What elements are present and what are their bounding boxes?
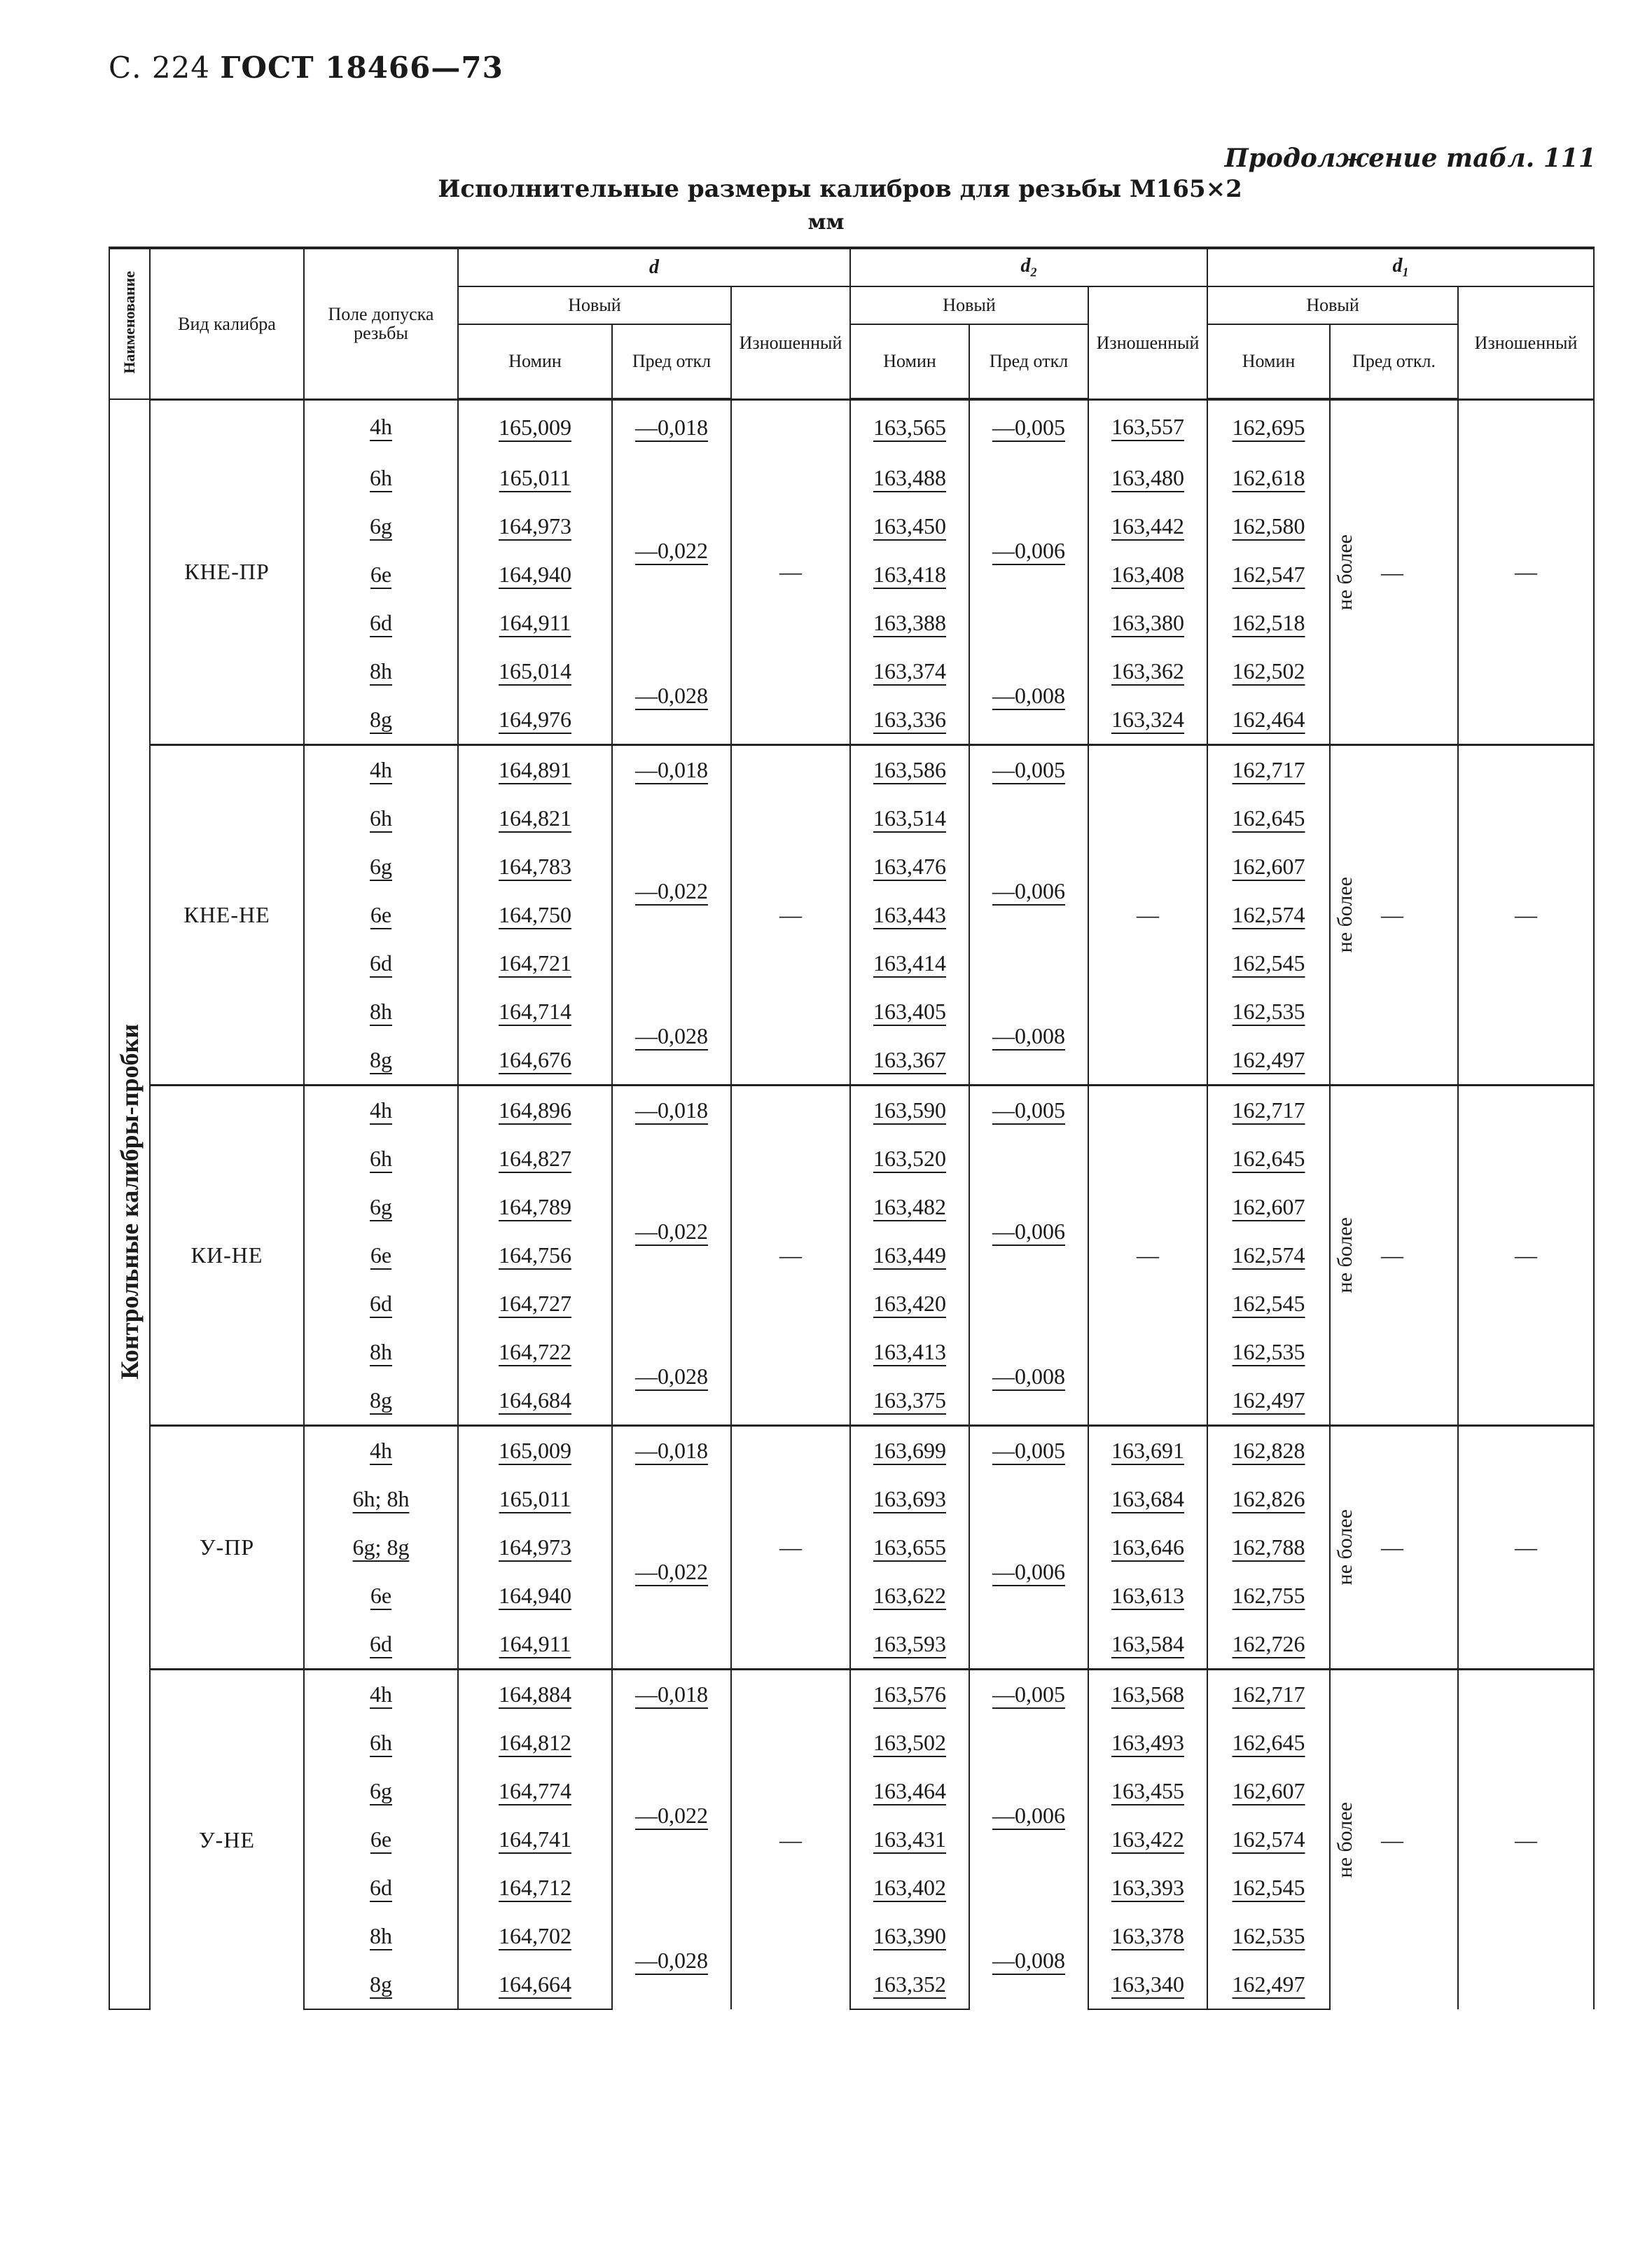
d-nominal-cell: 164,896 <box>458 1086 612 1135</box>
d1-nominal-cell: 162,545 <box>1207 1280 1330 1328</box>
d-deviation-cell: —0,022 <box>612 1135 731 1328</box>
d1-nominal-cell: 162,574 <box>1207 1815 1330 1864</box>
col-name-header: Наименование <box>109 248 150 399</box>
d-nominal-cell: 164,756 <box>458 1231 612 1280</box>
d-worn-cell: — <box>731 1086 850 1426</box>
d2-nominal-cell: 163,590 <box>850 1086 969 1135</box>
d2-deviation-cell: —0,006 <box>969 1135 1088 1328</box>
tolerance-cell: 6h <box>304 1135 458 1183</box>
d2-deviation-cell: —0,005 <box>969 1670 1088 1719</box>
d2-deviation-cell: —0,008 <box>969 647 1088 745</box>
col-d-new-header: Новый <box>458 286 731 324</box>
not-more-note: не более <box>1333 1217 1357 1294</box>
tolerance-cell: 6g <box>304 1183 458 1231</box>
d-worn-cell: — <box>731 1670 850 2010</box>
tolerance-cell: 6g <box>304 1767 458 1815</box>
tolerance-cell: 6g <box>304 502 458 550</box>
d2-nominal-cell: 163,443 <box>850 891 969 939</box>
tolerance-cell: 6g; 8g <box>304 1523 458 1572</box>
col-d1-worn-header: Изношенный <box>1458 286 1594 399</box>
d1-nominal-cell: 162,535 <box>1207 1912 1330 1960</box>
tolerance-cell: 8g <box>304 1036 458 1086</box>
d1-nominal-cell: 162,755 <box>1207 1572 1330 1620</box>
d-nominal-cell: 164,973 <box>458 502 612 550</box>
tolerance-cell: 6d <box>304 1620 458 1670</box>
col-d-nominal-header: Номин <box>458 324 612 399</box>
d2-deviation-cell: —0,008 <box>969 1912 1088 2009</box>
col-d2-worn-header: Изношенный <box>1088 286 1207 399</box>
d-nominal-cell: 164,827 <box>458 1135 612 1183</box>
d-nominal-cell: 164,973 <box>458 1523 612 1572</box>
d1-nominal-cell: 162,717 <box>1207 1670 1330 1719</box>
col-d2-nominal-header: Номин <box>850 324 969 399</box>
d1-nominal-cell: 162,574 <box>1207 1231 1330 1280</box>
d-nominal-cell: 164,976 <box>458 695 612 745</box>
d-nominal-cell: 164,789 <box>458 1183 612 1231</box>
d-deviation-cell: —0,018 <box>612 745 731 795</box>
d2-nominal-cell: 163,482 <box>850 1183 969 1231</box>
tolerance-cell: 6h <box>304 794 458 843</box>
d2-worn-cell: 163,340 <box>1088 1960 1207 2009</box>
col-d2-new-header: Новый <box>850 286 1088 324</box>
page-header <box>109 50 504 85</box>
d1-deviation-cell <box>1330 745 1458 1086</box>
d1-nominal-cell: 162,717 <box>1207 745 1330 795</box>
d2-nominal-cell: 163,450 <box>850 502 969 550</box>
d1-nominal-cell: 162,545 <box>1207 939 1330 987</box>
d-nominal-cell: 164,891 <box>458 745 612 795</box>
d2-worn-cell: 163,408 <box>1088 550 1207 599</box>
d-deviation-cell: —0,018 <box>612 1426 731 1476</box>
d2-deviation-cell: —0,005 <box>969 1426 1088 1476</box>
d-nominal-cell: 164,783 <box>458 843 612 891</box>
d-deviation-cell: —0,018 <box>612 1086 731 1135</box>
d1-nominal-cell: 162,717 <box>1207 1086 1330 1135</box>
d-nominal-cell: 165,011 <box>458 454 612 502</box>
col-gauge-type-header: Вид калибра <box>150 248 304 399</box>
d2-nominal-cell: 163,576 <box>850 1670 969 1719</box>
d-deviation-cell: —0,028 <box>612 1328 731 1426</box>
tolerance-cell: 6d <box>304 1864 458 1912</box>
page-number: С. 224 <box>109 50 211 85</box>
d1-nominal-cell: 162,826 <box>1207 1475 1330 1523</box>
d1-nominal-cell: 162,695 <box>1207 399 1330 454</box>
d1-nominal-cell: 162,535 <box>1207 987 1330 1036</box>
table-title: Исполнительные размеры калибров для резьбы М165×2 <box>438 175 1242 203</box>
d1-deviation-dash: — <box>1381 559 1404 585</box>
d1-deviation-cell <box>1330 1086 1458 1426</box>
tolerance-cell: 6e <box>304 1572 458 1620</box>
d1-nominal-cell: 162,547 <box>1207 550 1330 599</box>
d-deviation-cell: —0,018 <box>612 399 731 454</box>
d2-nominal-cell: 163,374 <box>850 647 969 695</box>
gauge-type-cell: КИ-НЕ <box>150 1086 304 1426</box>
d2-nominal-cell: 163,414 <box>850 939 969 987</box>
d2-nominal-cell: 163,464 <box>850 1767 969 1815</box>
d-deviation-cell: —0,028 <box>612 647 731 745</box>
tolerance-cell: 8g <box>304 1376 458 1426</box>
d-nominal-cell: 164,940 <box>458 550 612 599</box>
d2-nominal-cell: 163,593 <box>850 1620 969 1670</box>
d2-worn-cell: 163,480 <box>1088 454 1207 502</box>
d2-worn-cell: 163,393 <box>1088 1864 1207 1912</box>
d-nominal-cell: 164,812 <box>458 1719 612 1767</box>
d-nominal-cell: 164,821 <box>458 794 612 843</box>
d1-nominal-cell: 162,645 <box>1207 1135 1330 1183</box>
d-nominal-cell: 164,714 <box>458 987 612 1036</box>
d1-deviation-cell <box>1330 399 1458 745</box>
table-body <box>109 399 1594 2009</box>
table-row <box>109 1086 1594 1135</box>
not-more-note: не более <box>1333 877 1357 953</box>
col-tolerance-header: Поле допуска резьбы <box>304 248 458 399</box>
d-nominal-cell: 164,940 <box>458 1572 612 1620</box>
d-worn-cell: — <box>731 1426 850 1670</box>
d2-worn-cell: 163,613 <box>1088 1572 1207 1620</box>
d-nominal-cell: 164,741 <box>458 1815 612 1864</box>
d-nominal-cell: 164,750 <box>458 891 612 939</box>
d2-nominal-cell: 163,418 <box>850 550 969 599</box>
table-row <box>109 1426 1594 1476</box>
d2-worn-cell: 163,557 <box>1088 399 1207 454</box>
d2-worn-cell: — <box>1088 745 1207 1086</box>
d-worn-cell: — <box>731 399 850 745</box>
tolerance-cell: 6h; 8h <box>304 1475 458 1523</box>
d1-nominal-cell: 162,607 <box>1207 1183 1330 1231</box>
d-deviation-cell: —0,022 <box>612 1719 731 1912</box>
d2-nominal-cell: 163,586 <box>850 745 969 795</box>
d2-nominal-cell: 163,514 <box>850 794 969 843</box>
d2-deviation-cell: —0,005 <box>969 399 1088 454</box>
d1-worn-cell: — <box>1458 1086 1594 1426</box>
table-row <box>109 745 1594 795</box>
d1-nominal-cell: 162,574 <box>1207 891 1330 939</box>
d2-nominal-cell: 163,431 <box>850 1815 969 1864</box>
d1-nominal-cell: 162,726 <box>1207 1620 1330 1670</box>
tolerance-cell: 6d <box>304 1280 458 1328</box>
d2-nominal-cell: 163,420 <box>850 1280 969 1328</box>
d2-worn-cell: 163,422 <box>1088 1815 1207 1864</box>
d2-nominal-cell: 163,693 <box>850 1475 969 1523</box>
tolerance-cell: 4h <box>304 399 458 454</box>
d1-nominal-cell: 162,497 <box>1207 1036 1330 1086</box>
d-deviation-cell: —0,022 <box>612 794 731 987</box>
d-deviation-cell: —0,022 <box>612 1475 731 1670</box>
d1-nominal-cell: 162,828 <box>1207 1426 1330 1476</box>
tolerance-cell: 6d <box>304 599 458 647</box>
side-label: Контрольные калибры-пробки <box>116 1023 144 1380</box>
table-continuation-note: Продолжение табл. 111 <box>1224 144 1596 173</box>
d2-nominal-cell: 163,476 <box>850 843 969 891</box>
d2-deviation-cell: —0,005 <box>969 1086 1088 1135</box>
d2-nominal-cell: 163,520 <box>850 1135 969 1183</box>
d1-nominal-cell: 162,545 <box>1207 1864 1330 1912</box>
gauge-type-cell: У-НЕ <box>150 1670 304 2010</box>
d-nominal-cell: 164,911 <box>458 599 612 647</box>
d-nominal-cell: 165,009 <box>458 1426 612 1476</box>
d-nominal-cell: 164,727 <box>458 1280 612 1328</box>
d-nominal-cell: 164,774 <box>458 1767 612 1815</box>
gauge-type-cell: КНЕ-НЕ <box>150 745 304 1086</box>
d2-worn-cell: 163,684 <box>1088 1475 1207 1523</box>
d-nominal-cell: 164,722 <box>458 1328 612 1376</box>
col-d1-deviation-header: Пред откл. <box>1330 324 1458 399</box>
tolerance-cell: 6e <box>304 1231 458 1280</box>
d1-nominal-cell: 162,464 <box>1207 695 1330 745</box>
d1-nominal-cell: 162,518 <box>1207 599 1330 647</box>
table-row <box>109 1670 1594 1719</box>
d2-nominal-cell: 163,402 <box>850 1864 969 1912</box>
d2-deviation-cell: —0,006 <box>969 1475 1088 1670</box>
d2-worn-cell: 163,442 <box>1088 502 1207 550</box>
tolerance-cell: 6e <box>304 1815 458 1864</box>
d1-deviation-dash: — <box>1381 902 1404 927</box>
d2-nominal-cell: 163,655 <box>850 1523 969 1572</box>
d2-worn-cell: 163,324 <box>1088 695 1207 745</box>
d1-nominal-cell: 162,502 <box>1207 647 1330 695</box>
d1-deviation-cell <box>1330 1670 1458 2010</box>
d-nominal-cell: 165,009 <box>458 399 612 454</box>
gauge-dimensions-table <box>109 247 1595 2010</box>
d-deviation-cell: —0,028 <box>612 1912 731 2009</box>
d1-deviation-dash: — <box>1381 1534 1404 1560</box>
tolerance-cell: 4h <box>304 1426 458 1476</box>
d2-deviation-cell: —0,008 <box>969 1328 1088 1426</box>
d-nominal-cell: 164,684 <box>458 1376 612 1426</box>
d2-deviation-cell: —0,008 <box>969 987 1088 1086</box>
standard-number: ГОСТ 18466—73 <box>220 50 504 85</box>
d2-nominal-cell: 163,375 <box>850 1376 969 1426</box>
d2-worn-cell: 163,380 <box>1088 599 1207 647</box>
not-more-note: не более <box>1333 1509 1357 1586</box>
d2-nominal-cell: 163,413 <box>850 1328 969 1376</box>
d2-worn-cell: 163,493 <box>1088 1719 1207 1767</box>
d1-worn-cell: — <box>1458 1670 1594 2010</box>
tolerance-cell: 4h <box>304 1670 458 1719</box>
d-nominal-cell: 164,664 <box>458 1960 612 2009</box>
d2-worn-cell: 163,691 <box>1088 1426 1207 1476</box>
tolerance-cell: 8h <box>304 987 458 1036</box>
tolerance-cell: 6d <box>304 939 458 987</box>
col-d2-header: $d_2$ <box>850 248 1207 286</box>
tolerance-cell: 6h <box>304 1719 458 1767</box>
tolerance-cell: 6g <box>304 843 458 891</box>
d1-nominal-cell: 162,607 <box>1207 843 1330 891</box>
d-nominal-cell: 165,014 <box>458 647 612 695</box>
d-nominal-cell: 164,721 <box>458 939 612 987</box>
d2-nominal-cell: 163,565 <box>850 399 969 454</box>
d2-nominal-cell: 163,699 <box>850 1426 969 1476</box>
d1-nominal-cell: 162,497 <box>1207 1376 1330 1426</box>
d2-nominal-cell: 163,622 <box>850 1572 969 1620</box>
table-row <box>109 399 1594 454</box>
d2-worn-cell: 163,378 <box>1088 1912 1207 1960</box>
d-deviation-cell: —0,018 <box>612 1670 731 1719</box>
d2-nominal-cell: 163,352 <box>850 1960 969 2009</box>
tolerance-cell: 8h <box>304 1912 458 1960</box>
col-d-deviation-header: Пред откл <box>612 324 731 399</box>
tolerance-cell: 6e <box>304 550 458 599</box>
side-label-cell <box>109 399 150 2009</box>
col-d2-deviation-header: Пред откл <box>969 324 1088 399</box>
d1-deviation-dash: — <box>1381 1242 1404 1268</box>
col-d1-header: $d_1$ <box>1207 248 1594 286</box>
d2-nominal-cell: 163,405 <box>850 987 969 1036</box>
d2-deviation-cell: —0,006 <box>969 794 1088 987</box>
d2-nominal-cell: 163,390 <box>850 1912 969 1960</box>
d2-worn-cell: 163,362 <box>1088 647 1207 695</box>
gauge-type-cell: У-ПР <box>150 1426 304 1670</box>
d2-nominal-cell: 163,367 <box>850 1036 969 1086</box>
d-nominal-cell: 164,702 <box>458 1912 612 1960</box>
d2-nominal-cell: 163,488 <box>850 454 969 502</box>
d1-deviation-cell <box>1330 1426 1458 1670</box>
d-nominal-cell: 164,712 <box>458 1864 612 1912</box>
d2-worn-cell: 163,646 <box>1088 1523 1207 1572</box>
d2-nominal-cell: 163,502 <box>850 1719 969 1767</box>
d1-nominal-cell: 162,618 <box>1207 454 1330 502</box>
d-deviation-cell: —0,028 <box>612 987 731 1086</box>
d2-worn-cell: 163,584 <box>1088 1620 1207 1670</box>
tolerance-cell: 8g <box>304 695 458 745</box>
d1-nominal-cell: 162,535 <box>1207 1328 1330 1376</box>
d1-nominal-cell: 162,580 <box>1207 502 1330 550</box>
not-more-note: не более <box>1333 1801 1357 1878</box>
d-nominal-cell: 165,011 <box>458 1475 612 1523</box>
tolerance-cell: 8h <box>304 647 458 695</box>
d1-worn-cell: — <box>1458 1426 1594 1670</box>
d2-worn-cell: 163,455 <box>1088 1767 1207 1815</box>
d1-nominal-cell: 162,645 <box>1207 794 1330 843</box>
col-d-worn-header: Изношенный <box>731 286 850 399</box>
d2-nominal-cell: 163,449 <box>850 1231 969 1280</box>
d-nominal-cell: 164,911 <box>458 1620 612 1670</box>
d1-deviation-dash: — <box>1381 1826 1404 1852</box>
d1-nominal-cell: 162,607 <box>1207 1767 1330 1815</box>
tolerance-cell: 6e <box>304 891 458 939</box>
d2-worn-cell: 163,568 <box>1088 1670 1207 1719</box>
tolerance-cell: 4h <box>304 745 458 795</box>
d-nominal-cell: 164,676 <box>458 1036 612 1086</box>
d2-deviation-cell: —0,005 <box>969 745 1088 795</box>
tolerance-cell: 4h <box>304 1086 458 1135</box>
d2-worn-cell: — <box>1088 1086 1207 1426</box>
d1-worn-cell: — <box>1458 745 1594 1086</box>
tolerance-cell: 6h <box>304 454 458 502</box>
d-nominal-cell: 164,884 <box>458 1670 612 1719</box>
col-d-header: d <box>458 248 850 286</box>
not-more-note: не более <box>1333 534 1357 611</box>
d2-deviation-cell: —0,006 <box>969 454 1088 647</box>
gauge-type-cell: КНЕ-ПР <box>150 399 304 745</box>
d2-deviation-cell: —0,006 <box>969 1719 1088 1912</box>
d-worn-cell: — <box>731 745 850 1086</box>
table-unit: мм <box>807 210 845 235</box>
col-d1-new-header: Новый <box>1207 286 1458 324</box>
tolerance-cell: 8h <box>304 1328 458 1376</box>
d1-nominal-cell: 162,788 <box>1207 1523 1330 1572</box>
tolerance-cell: 8g <box>304 1960 458 2009</box>
d2-nominal-cell: 163,336 <box>850 695 969 745</box>
d1-nominal-cell: 162,645 <box>1207 1719 1330 1767</box>
col-d1-nominal-header: Номин <box>1207 324 1330 399</box>
d1-worn-cell: — <box>1458 399 1594 745</box>
d1-nominal-cell: 162,497 <box>1207 1960 1330 2009</box>
d2-nominal-cell: 163,388 <box>850 599 969 647</box>
d-deviation-cell: —0,022 <box>612 454 731 647</box>
